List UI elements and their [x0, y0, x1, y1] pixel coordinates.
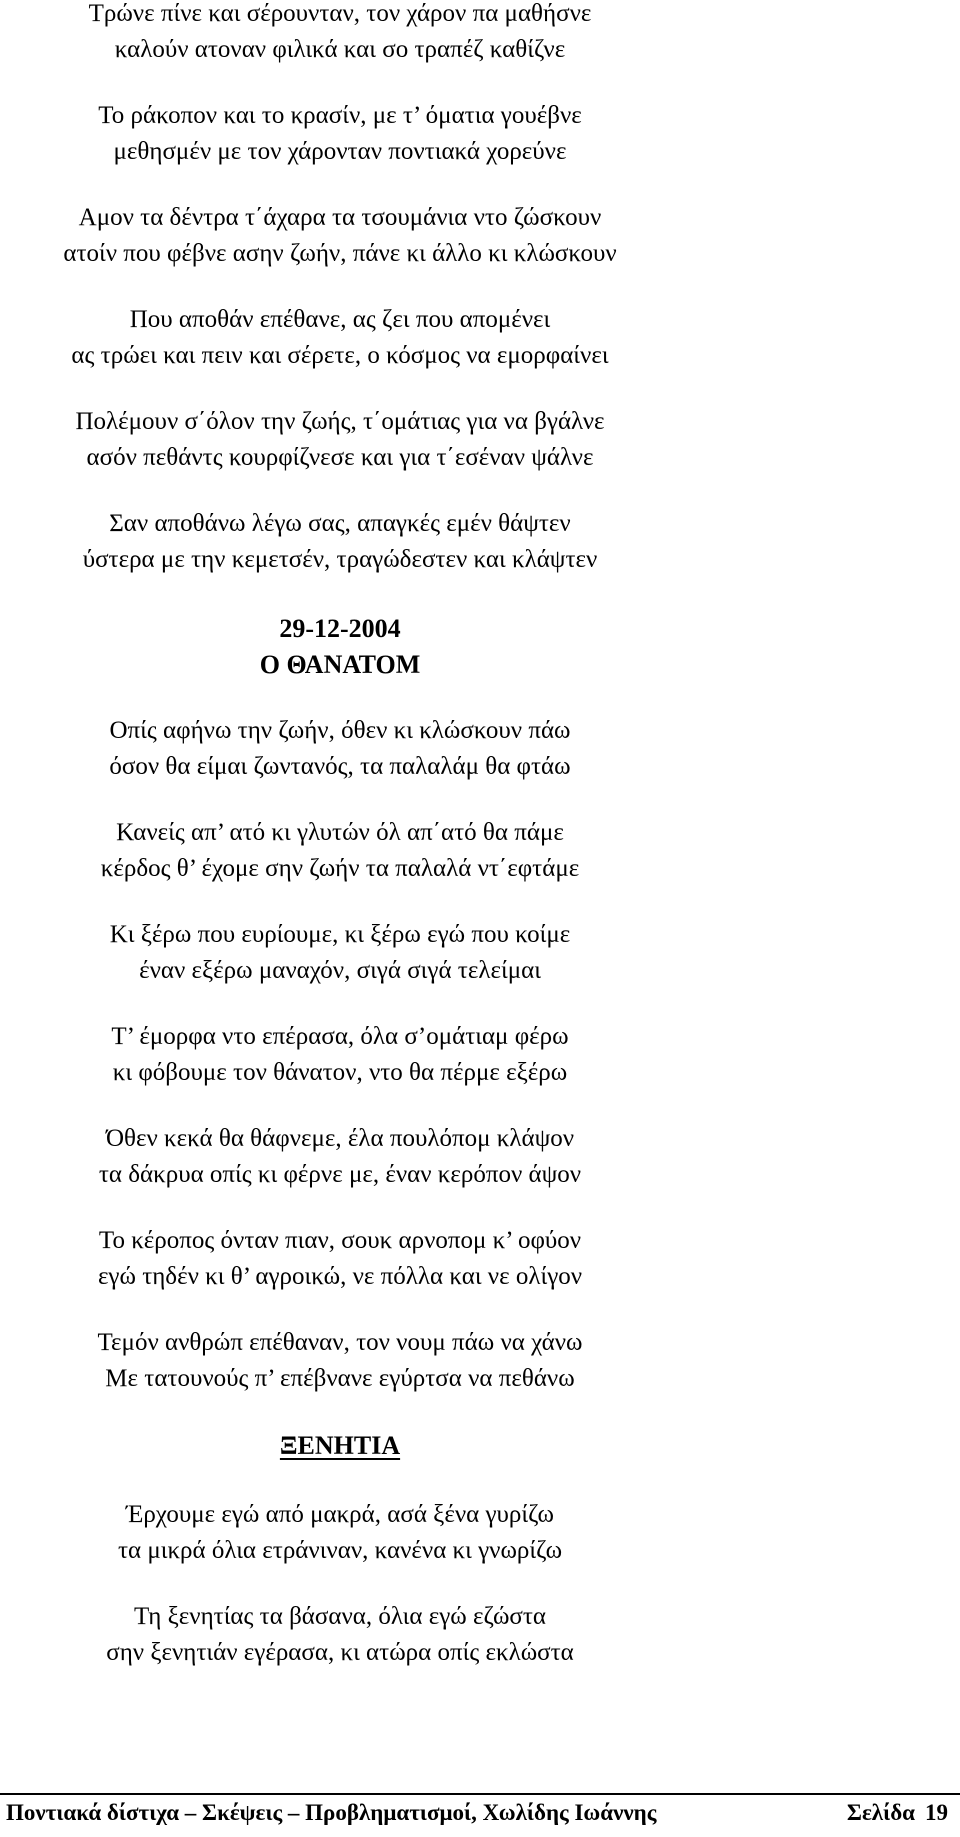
verse-line: Αμον τα δέντρα τ΄άχαρα τα τσουμάνια ντο ζώσκουν: [78, 204, 602, 231]
verse-line: Τεμόν ανθρώπ επέθαναν, τον νουμ πάω να χάνω: [97, 1329, 583, 1356]
verse-line: Με τατουνούς π’ επέβνανε εγύρτσα να πεθάνω: [105, 1365, 575, 1392]
stanza: [0, 1325, 680, 1397]
verse-line: ατοίν που φέβνε ασην ζωήν, πάνε κι άλλο κι κλώσκουν: [63, 240, 617, 267]
verse-line: σην ξενητιάν εγέρασα, κι ατώρα οπίς εκλώστα: [106, 1639, 574, 1666]
verse-line: κέρδος θ’ έχομε σην ζωήν τα παλαλά ντ΄εφτάμε: [100, 855, 580, 882]
verse-line: κι φόβουμε τον θάνατον, ντο θα πέρμε εξέρω: [112, 1059, 568, 1086]
stanza: [0, 302, 680, 374]
footer-title: Ποντιακά δίστιχα – Σκέψεις – Προβληματισμοί, Χωλίδης Ιωάννης: [6, 1800, 657, 1825]
stanza: [0, 1223, 680, 1295]
verse-line: Που αποθάν επέθανε, ας ζει που απομένει: [129, 306, 551, 333]
stanza: [0, 1599, 680, 1671]
page-number-label: [847, 1795, 948, 1831]
verse-line: ας τρώει και πειν και σέρετε, ο κόσμος να εμορφαίνει: [71, 342, 609, 369]
poem-date: 29-12-2004: [279, 614, 401, 643]
verse-line: όσον θα είμαι ζωντανός, τα παλαλάμ θα φτάω: [109, 753, 571, 780]
verse-line: Κι ξέρω που ευρίουμε, κι ξέρω εγώ που κοίμε: [109, 921, 571, 948]
verse-line: Τη ξενητίας τα βάσανα, όλια εγώ εζώστα: [133, 1603, 547, 1630]
poem-title: Ο ΘΑΝΑΤΟΜ: [259, 650, 421, 679]
stanza: [0, 815, 680, 887]
page-footer: [0, 1793, 960, 1835]
verse-line: Τ’ έμορφα ντο επέρασα, όλα σ’ομάτιαμ φέρω: [111, 1023, 569, 1050]
verse-line: Τρώνε πίνε και σέρουνταν, τον χάρον πα μαθήσνε: [88, 0, 592, 27]
stanza: [0, 1121, 680, 1193]
verse-line: μεθησμέν με τον χάρονταν ποντιακά χορεύνε: [113, 138, 567, 165]
verse-line: Σαν αποθάνω λέγω σας, απαγκές εμέν θάψτεν: [109, 510, 571, 537]
stanza: [0, 1019, 680, 1091]
verse-line: Το κέροπος όνταν πιαν, σουκ αρνοπομ κ’ οφύον: [98, 1227, 582, 1254]
page-label: Σελίδα: [846, 1800, 915, 1825]
verse-line: Πολέμουν σ΄όλον την ζωής, τ΄ομάτιας για να βγάλνε: [75, 408, 605, 435]
stanza: [0, 98, 680, 170]
verse-line: έναν εξέρω μαναχόν, σιγά σιγά τελείμαι: [139, 957, 541, 984]
stanza: [0, 917, 680, 989]
stanza: [0, 713, 680, 785]
stanza: [0, 0, 680, 68]
verse-line: τα δάκρυα οπίς κι φέρνε με, έναν κερόπον άψον: [98, 1161, 582, 1188]
stanza: [0, 506, 680, 578]
stanza: [0, 200, 680, 272]
verse-line: εγώ τηδέν κι θ’ αγροικώ, νε πόλλα και νε ολίγον: [97, 1263, 583, 1290]
stanza: [0, 1497, 680, 1569]
stanza: [0, 404, 680, 476]
verse-line: τα μικρά όλια ετράνιναν, κανένα κι γνωρίζω: [117, 1537, 563, 1564]
poem-title: ΞΕΝΗΤΙΑ: [279, 1431, 401, 1460]
verse-line: Το ράκοπον και το κρασίν, με τ’ όματια γουέβνε: [98, 102, 582, 129]
verse-line: ασόν πεθάντς κουρφίζνεσε και για τ΄εσέναν ψάλνε: [86, 444, 594, 471]
verse-line: Οπίς αφήνω την ζωήν, όθεν κι κλώσκουν πάω: [109, 717, 571, 744]
verse-line: Κανείς απ’ ατό κι γλυτών όλ απ΄ατό θα πάμε: [116, 819, 564, 846]
page-number: 19: [925, 1800, 948, 1825]
verse-line: Έρχουμε εγώ από μακρά, ασά ξένα γυρίζω: [125, 1501, 555, 1528]
verse-line: Όθεν κεκά θα θάφνεμε, έλα πουλόπομ κλάψον: [105, 1125, 575, 1152]
verse-line: ύστερα με την κεμετσέν, τραγώδεστεν και κλάψτεν: [82, 546, 598, 573]
verse-line: καλούν ατοναν φιλικά και σο τραπέζ καθίζνε: [114, 36, 566, 63]
